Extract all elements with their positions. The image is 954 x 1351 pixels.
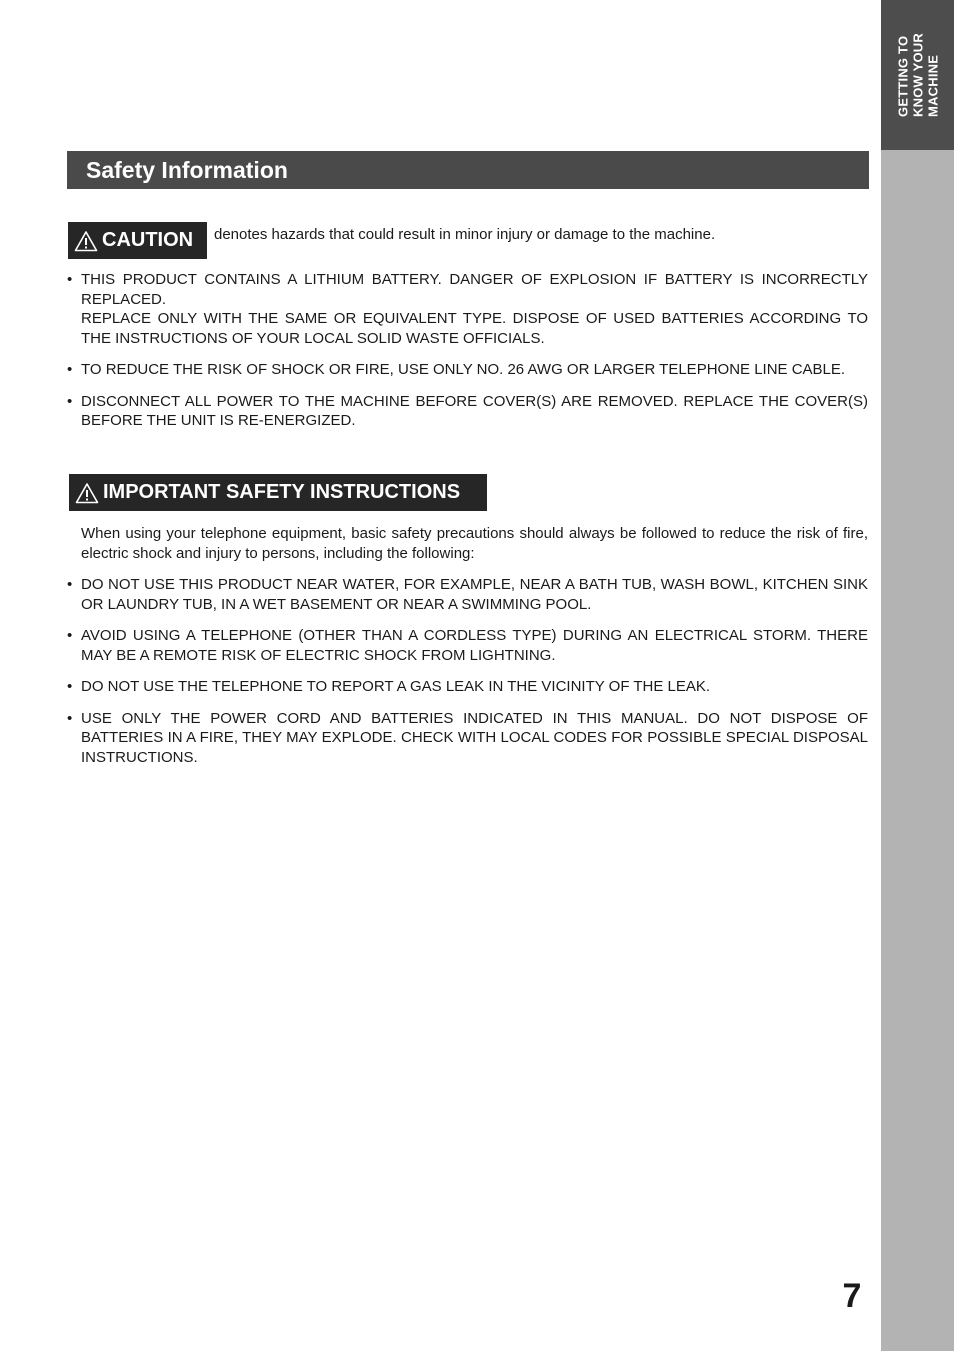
- caution-list: [67, 270, 868, 443]
- list-item: [67, 626, 868, 665]
- list-item: [67, 677, 868, 697]
- chapter-tab-label: GETTING TO KNOW YOUR MACHINE: [895, 33, 940, 117]
- section-header-bar: [67, 151, 869, 189]
- section-title: Safety Information: [86, 157, 288, 183]
- list-item-text: DO NOT USE THE TELEPHONE TO REPORT A GAS LEAK IN THE VICINITY OF THE LEAK.: [81, 678, 711, 695]
- list-item-text: USE ONLY THE POWER CORD AND BATTERIES INDICATED IN THIS MANUAL. DO NOT DISPOSE OF BATTERIES IN A FIRE, THEY MAY EXPLODE. CHECK WITH LOCAL CODES FOR POSSIBLE SPECIAL DISPOSAL INSTRUCTIONS.: [81, 709, 868, 766]
- warning-triangle-icon: [74, 230, 98, 252]
- list-item-text: THIS PRODUCT CONTAINS A LITHIUM BATTERY. DANGER OF EXPLOSION IF BATTERY IS INCORRECTLY REPLACED.: [81, 271, 868, 308]
- list-item: [67, 360, 868, 380]
- list-item-continuation: REPLACE ONLY WITH THE SAME OR EQUIVALENT TYPE. DISPOSE OF USED BATTERIES ACCORDING TO THE INSTRUCTIONS OF YOUR LOCAL SOLID WASTE OFFICIALS.: [81, 310, 868, 347]
- caution-label: [68, 222, 207, 259]
- important-safety-label: [69, 474, 487, 511]
- list-item: [67, 270, 868, 348]
- caution-description: denotes hazards that could result in minor injury or damage to the machine.: [214, 226, 716, 243]
- list-item-text: TO REDUCE THE RISK OF SHOCK OR FIRE, USE ONLY NO. 26 AWG OR LARGER TELEPHONE LINE CABLE.: [81, 361, 846, 378]
- important-list: [67, 575, 868, 779]
- list-item-text: DO NOT USE THIS PRODUCT NEAR WATER, FOR EXAMPLE, NEAR A BATH TUB, WASH BOWL, KITCHEN SINK OR LAUNDRY TUB, IN A WET BASEMENT OR NEAR A SWIMMING POOL.: [81, 576, 868, 613]
- list-item-text: AVOID USING A TELEPHONE (OTHER THAN A CORDLESS TYPE) DURING AN ELECTRICAL STORM. THERE MAY BE A REMOTE RISK OF ELECTRIC SHOCK FROM LIGHTNING.: [81, 627, 868, 664]
- caution-label-text: CAUTION: [102, 229, 194, 251]
- list-item: [67, 709, 868, 768]
- list-item-text: DISCONNECT ALL POWER TO THE MACHINE BEFORE COVER(S) ARE REMOVED. REPLACE THE COVER(S) BEFORE THE UNIT IS RE-ENERGIZED.: [81, 392, 868, 429]
- list-item: [67, 392, 868, 431]
- important-intro: When using your telephone equipment, basic safety precautions should always be followed to reduce the risk of fire, electric shock and injury to persons, including the following:: [81, 525, 868, 562]
- important-safety-label-text: IMPORTANT SAFETY INSTRUCTIONS: [103, 481, 461, 503]
- page-number: 7: [842, 1277, 862, 1315]
- side-thumb-strip: [881, 0, 954, 1351]
- list-item: [67, 575, 868, 614]
- chapter-tab: [881, 0, 954, 150]
- warning-triangle-icon: [75, 482, 99, 504]
